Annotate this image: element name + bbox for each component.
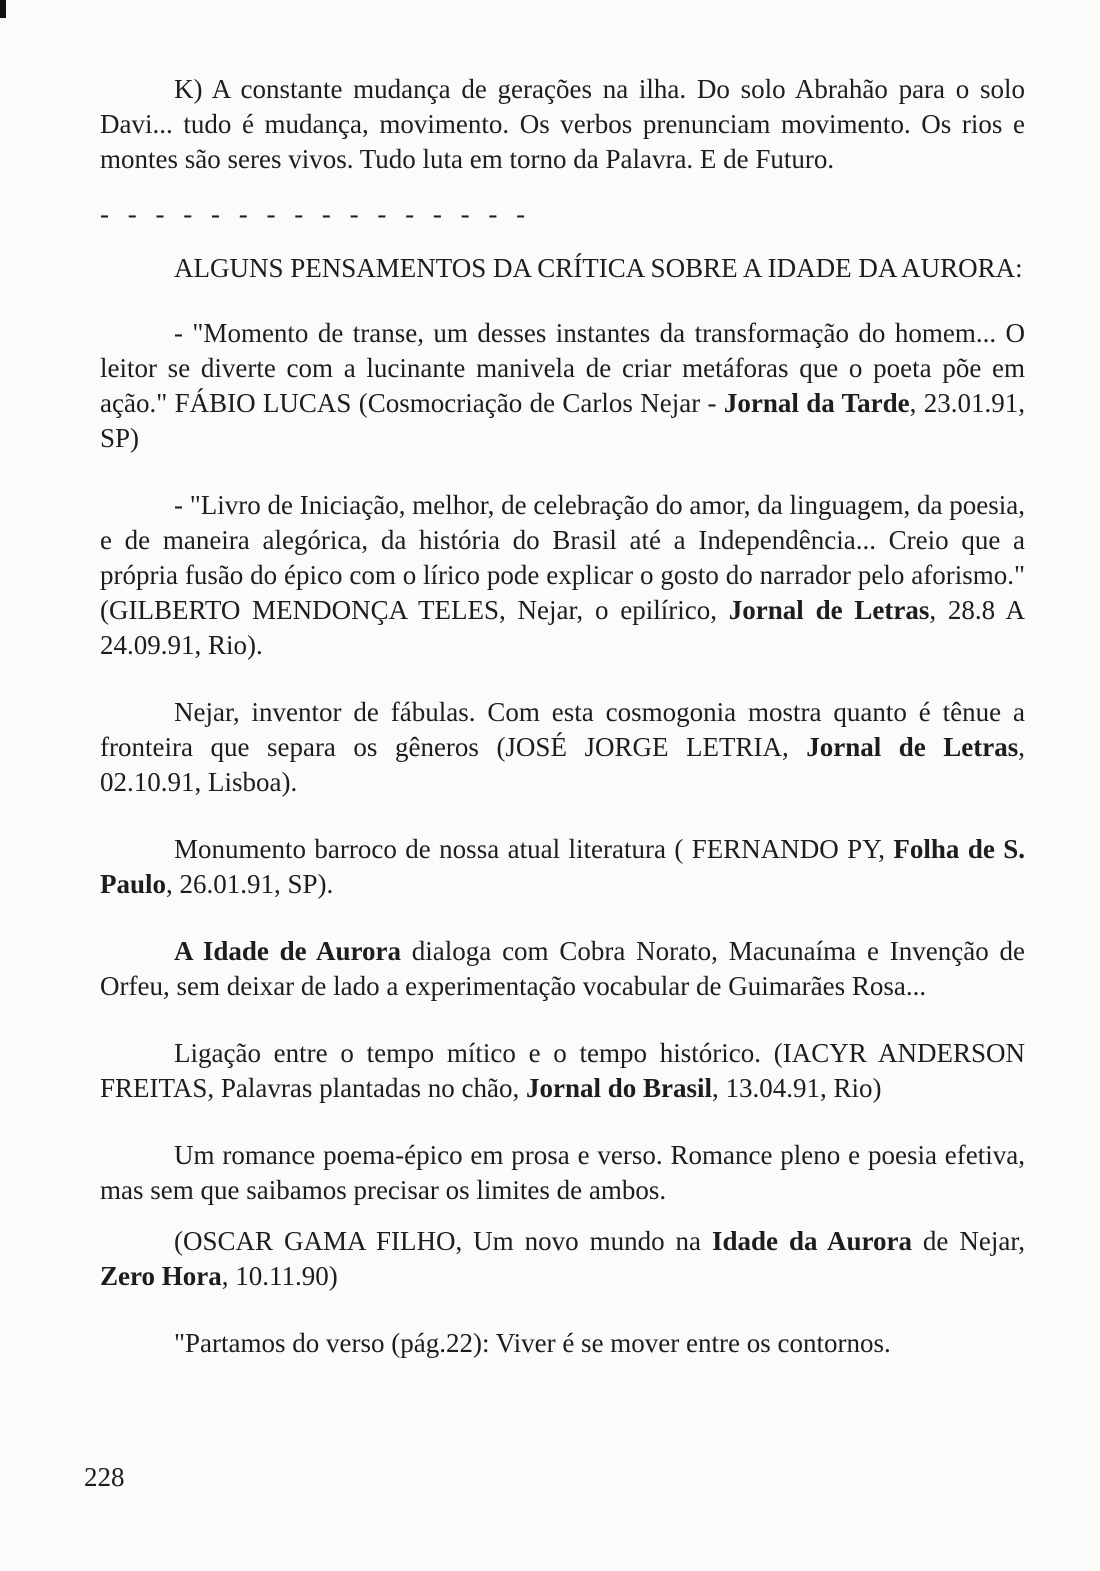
quote-text: Monumento barroco de nossa atual literatura ( FERNANDO PY,: [174, 834, 894, 864]
quote-text: - "Livro de Iniciação, melhor, de celebração do amor, da linguagem, da poesia, e de maneira alegórica, da história do Brasil até a Independência... Creio que a própria fusão do épico com o lírico pode explicar o gosto do narrador pelo aforismo." (GILBERTO MENDONÇA TELES, Nejar, o epilírico,: [100, 490, 1025, 625]
quote-fernando-py: [100, 832, 1025, 902]
book-title: A Idade de Aurora: [174, 936, 401, 966]
citation-text: , 10.11.90): [221, 1261, 338, 1291]
quote-citation: , 28.8 A 24.09.91, Rio).: [100, 595, 1025, 660]
scan-corner-mark: [0, 0, 6, 18]
quote-jose-jorge-letria: [100, 695, 1025, 800]
newspaper-name: Jornal do Brasil: [526, 1073, 713, 1103]
citation-text: (OSCAR GAMA FILHO, Um novo mundo na: [174, 1226, 712, 1256]
quote-text: - "Momento de transe, um desses instantes da transformação do homem... O leitor se diverte com a lucinante manivela de criar metáforas que o poeta põe em ação." FÁBIO LUCAS (Cosmocriação de Carlos Nejar -: [100, 318, 1025, 418]
quote-citation: , 23.01.91, SP): [100, 388, 1026, 453]
paragraph-k: K) A constante mudança de gerações na ilha. Do solo Abrahão para o solo Davi... tudo é mudança, movimento. Os verbos prenunciam movimento. Os rios e montes são seres vivos. Tudo luta em torno da Palavra. E de Futuro.: [100, 74, 1025, 174]
section-heading: ALGUNS PENSAMENTOS DA CRÍTICA SOBRE A IDADE DA AURORA:: [174, 253, 1023, 283]
citation-oscar-gama-filho: [100, 1224, 1025, 1294]
quote-text: dialoga com Cobra Norato, Macunaíma e Invenção de Orfeu, sem deixar de lado a experimentação vocabular de Guimarães Rosa...: [100, 936, 1025, 1001]
citation-text: de Nejar,: [911, 1226, 1025, 1256]
quote-text: Nejar, inventor de fábulas. Com esta cosmogonia mostra quanto é tênue a fronteira que separa os gêneros (JOSÉ JORGE LETRIA,: [100, 697, 1025, 762]
quote-gilberto-mendonca-teles: [100, 488, 1025, 663]
quote-text: Ligação entre o tempo mítico e o tempo histórico. (IACYR ANDERSON FREITAS, Palavras plantadas no chão,: [100, 1038, 1025, 1103]
quote-citation: , 02.10.91, Lisboa).: [100, 732, 1025, 797]
newspaper-name: Zero Hora: [100, 1261, 222, 1291]
newspaper-name: Jornal de Letras: [806, 732, 1019, 762]
dashed-separator: - - - - - - - - - - - - - - - -: [100, 199, 532, 229]
quote-partamos-do-verso: "Partamos do verso (pág.22): Viver é se mover entre os contornos.: [174, 1328, 891, 1358]
newspaper-name: Jornal de Letras: [728, 595, 930, 625]
quote-fabio-lucas: [100, 316, 1025, 456]
quote-citation: , 13.04.91, Rio): [712, 1073, 882, 1103]
newspaper-name: Jornal da Tarde: [723, 388, 910, 418]
page-number: 228: [84, 1462, 125, 1492]
quote-iacyr-anderson-freitas: [100, 1036, 1025, 1106]
quote-romance-poema-epico: Um romance poema-épico em prosa e verso. Romance pleno e poesia efetiva, mas sem que saibamos precisar os limites de ambos.: [100, 1140, 1025, 1205]
book-title: Idade da Aurora: [711, 1226, 912, 1256]
quote-idade-de-aurora: [100, 934, 1025, 1004]
newspaper-name: Folha de S. Paulo: [100, 834, 1026, 899]
page-body: [100, 72, 1025, 1361]
quote-citation: , 26.01.91, SP).: [166, 869, 334, 899]
